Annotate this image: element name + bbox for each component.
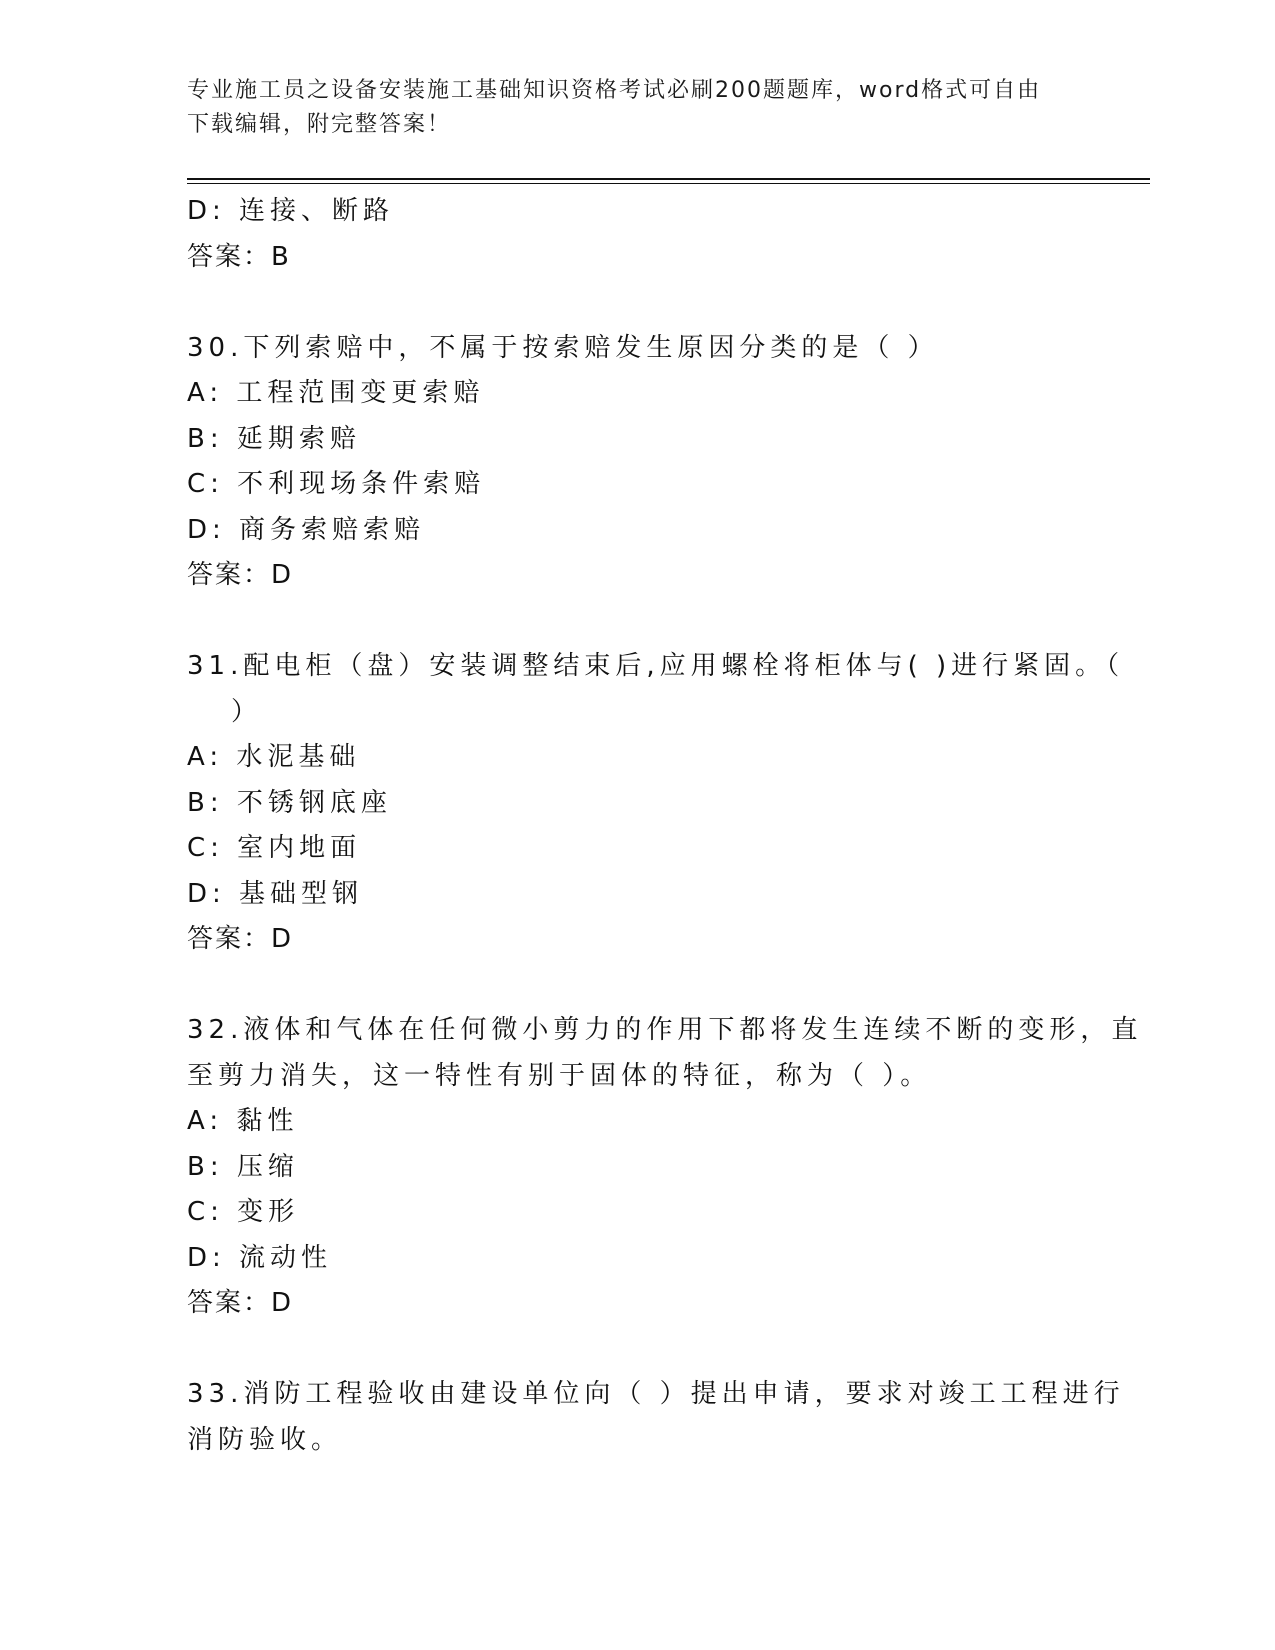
option-d: D: 流动性 — [187, 1242, 333, 1273]
document-header — [187, 74, 1067, 142]
question-stem-line-2: ） — [231, 696, 263, 727]
question-32 — [187, 1008, 1143, 1327]
option-b: B: 不锈钢底座 — [187, 787, 392, 818]
question-29 — [187, 189, 1087, 280]
question-stem-line-2: 至剪力消失，这一特性有别于固体的特征，称为（ ）。 — [187, 1060, 932, 1091]
header-rule-thin — [187, 183, 1150, 184]
option-d: D: 商务索赔索赔 — [187, 514, 426, 545]
question-stem-line-1: 31.配电柜（盘）安装调整结束后,应用螺栓将柜体与( )进行紧固。（ — [187, 651, 1125, 681]
question-stem-line-2: 消防验收。 — [187, 1424, 343, 1455]
spacer — [187, 280, 1087, 326]
answer: 答案：B — [187, 241, 291, 272]
option-c: C: 不利现场条件索赔 — [187, 469, 486, 499]
answer: 答案：D — [187, 560, 294, 590]
answer: 答案：D — [187, 924, 294, 954]
option-b: B: 压缩 — [187, 1151, 299, 1182]
header-line-1: 专业施工员之设备安装施工基础知识资格考试必刷200题题库，word格式可自由 — [187, 78, 1042, 103]
header-rule-thick — [187, 178, 1150, 180]
option-a: A: 工程范围变更索赔 — [187, 378, 485, 408]
question-list — [187, 189, 1143, 1463]
option-d: D: 连接、断路 — [187, 196, 395, 226]
option-a: A: 水泥基础 — [187, 742, 361, 772]
spacer — [187, 1327, 1087, 1373]
option-c: C: 室内地面 — [187, 833, 362, 863]
question-33 — [187, 1372, 1125, 1463]
option-d: D: 基础型钢 — [187, 878, 364, 909]
question-31 — [187, 644, 1125, 963]
option-b: B: 延期索赔 — [187, 423, 361, 454]
option-a: A: 黏性 — [187, 1106, 299, 1136]
header-line-2: 下载编辑，附完整答案！ — [187, 112, 452, 137]
spacer — [187, 963, 1087, 1009]
question-stem: 30.下列索赔中，不属于按索赔发生原因分类的是（ ） — [187, 332, 939, 363]
question-30 — [187, 326, 1087, 599]
question-stem-line-1: 32.液体和气体在任何微小剪力的作用下都将发生连续不断的变形，直 — [187, 1015, 1143, 1045]
spacer — [187, 599, 1087, 645]
question-stem-line-1: 33.消防工程验收由建设单位向（ ）提出申请，要求对竣工工程进行 — [187, 1379, 1125, 1409]
answer: 答案：D — [187, 1288, 294, 1318]
option-c: C: 变形 — [187, 1197, 300, 1227]
